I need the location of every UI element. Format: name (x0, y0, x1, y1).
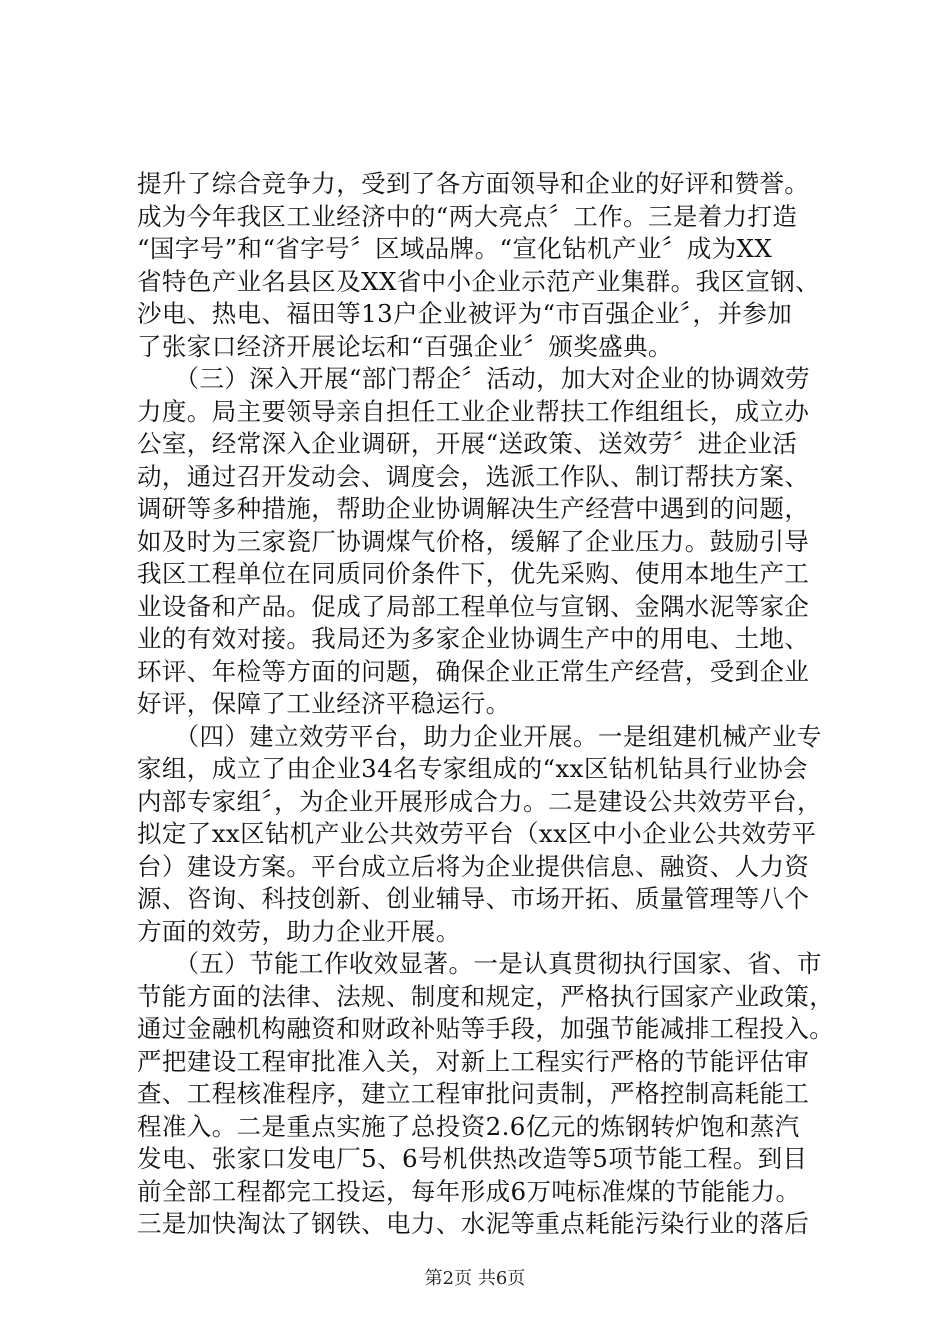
text-line: 方面的效劳，助力企业开展。 (137, 916, 461, 946)
text-line: 成为今年我区工业经济中的“两大亮点〞工作。三是着力打造 (137, 201, 798, 231)
text-line: 沙电、热电、福田等13户企业被评为“市百强企业〞，并参加 (137, 299, 793, 328)
text-line: 发电、张家口发电厂5、6号机供热改造等5项节能工程。到目 (137, 1144, 808, 1173)
page-footer (0, 1264, 950, 1290)
text-line: 调研等多种措施，帮助企业协调解决生产经营中遇到的问题， (137, 494, 810, 523)
text-line: 公室，经常深入企业调研，开展“送政策、送效劳〞进企业活 (137, 429, 798, 458)
text-line: （五）节能工作收效显著。一是认真贯彻执行国家、省、市 (137, 949, 822, 978)
text-line: （四）建立效劳平台，助力企业开展。一是组建机械产业专 (137, 721, 822, 751)
text-line: 通过金融机构融资和财政补贴等手段，加强节能减排工程投入。 (137, 1014, 835, 1043)
text-line: 源、咨询、科技创新、创业辅导、市场开拓、质量管理等八个 (137, 884, 810, 913)
text-line: 台）建设方案。平台成立后将为企业提供信息、融资、人力资 (137, 851, 810, 881)
text-line: 三是加快淘汰了钢铁、电力、水泥等重点耗能污染行业的落后 (137, 1209, 810, 1238)
text-line: 如及时为三家瓷厂协调煤气价格，缓解了企业压力。鼓励引导 (137, 526, 810, 556)
text-line: 业的有效对接。我局还为多家企业协调生产中的用电、土地、 (137, 624, 810, 653)
text-line: 省特色产业名县区及XX省中小企业示范产业集群。我区宣钢、 (137, 266, 821, 296)
text-line: 严把建设工程审批准入关，对新上工程实行严格的节能评估审 (137, 1046, 810, 1076)
text-line: 了张家口经济开展论坛和“百强企业〞颁奖盛典。 (137, 331, 673, 361)
text-line: 节能方面的法律、法规、制度和规定，严格执行国家产业政策， (137, 981, 835, 1011)
text-line: 拟定了xx区钻机产业公共效劳平台（xx区中小企业公共效劳平 (137, 819, 817, 848)
text-line: （三）深入开展“部门帮企〞活动，加大对企业的协调效劳 (137, 364, 810, 393)
text-line: 力度。局主要领导亲自担任工业企业帮扶工作组组长，成立办 (137, 396, 810, 426)
text-line: 业设备和产品。促成了局部工程单位与宣钢、金隅水泥等家企 (137, 591, 810, 621)
text-line: 动，通过召开发动会、调度会，选派工作队、制订帮扶方案、 (137, 461, 810, 491)
text-line: “国字号”和“省字号〞区域品牌。“宣化钻机产业〞成为XX (137, 234, 773, 263)
text-line: 程准入。二是重点实施了总投资2.6亿元的炼钢转炉饱和蒸汽 (137, 1111, 800, 1141)
text-line: 内部专家组〞，为企业开展形成合力。二是建设公共效劳平台， (137, 786, 822, 816)
page-number-label: 第2页 共6页 (424, 1268, 526, 1289)
text-line: 环评、年检等方面的问题，确保企业正常生产经营，受到企业 (137, 656, 810, 686)
text-line: 查、工程核准程序，建立工程审批问责制，严格控制高耗能工 (137, 1079, 810, 1108)
text-line: 家组，成立了由企业34名专家组成的“xx区钻机钻具行业协会 (137, 754, 808, 783)
text-line: 前全部工程都完工投运，每年形成6万吨标准煤的节能能力。 (137, 1176, 801, 1206)
text-line: 我区工程单位在同质同价条件下，优先采购、使用本地生产工 (137, 559, 810, 588)
document-body (137, 168, 837, 1241)
text-line: 提升了综合竞争力，受到了各方面领导和企业的好评和赞誉。 (137, 169, 810, 198)
text-line: 好评，保障了工业经济平稳运行。 (137, 689, 511, 718)
